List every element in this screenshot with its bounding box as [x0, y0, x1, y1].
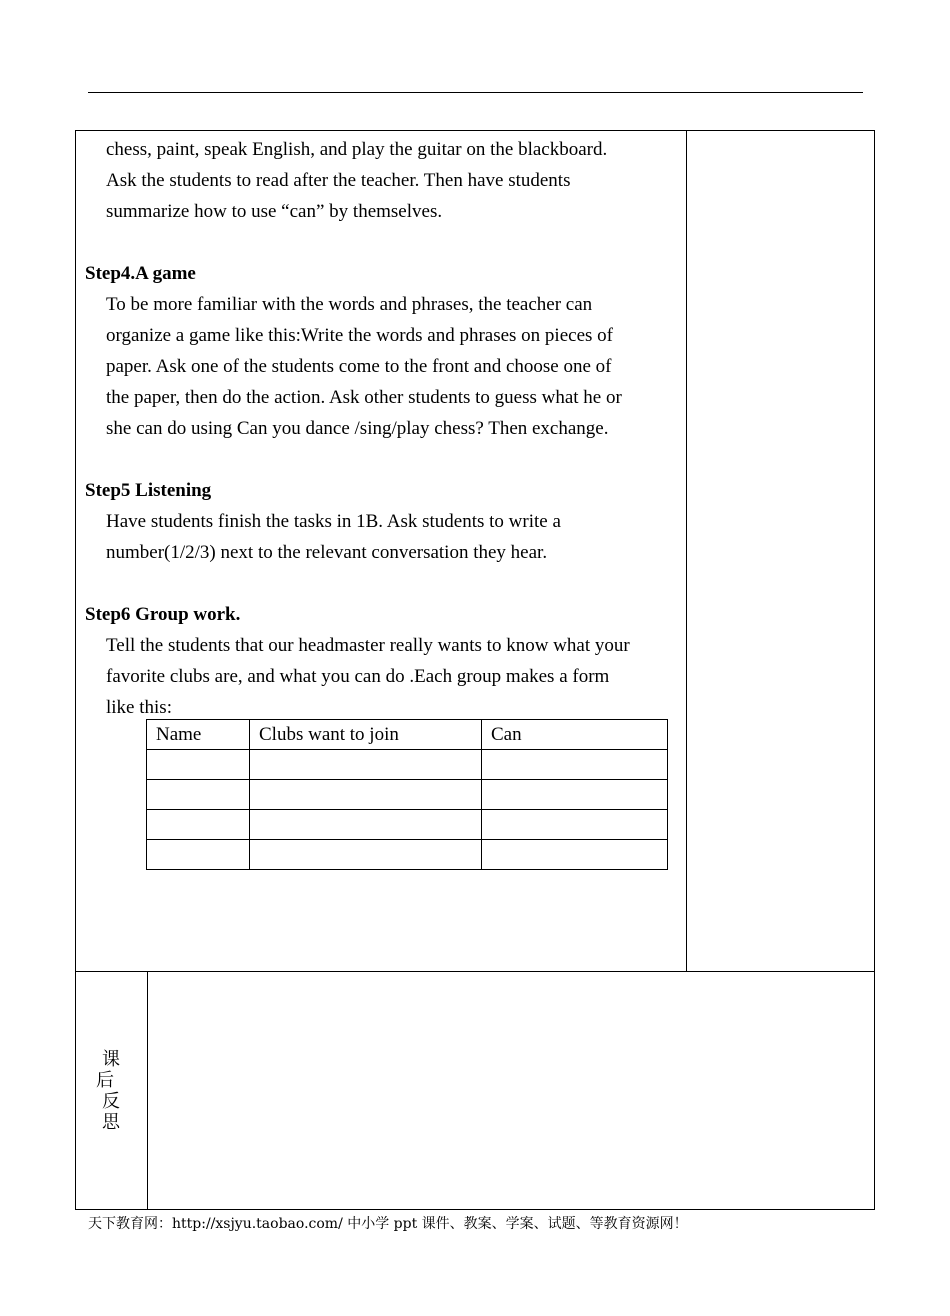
- text-line: To be more familiar with the words and phrases, the teacher can: [106, 294, 593, 315]
- step5-heading: Step5 Listening: [85, 480, 212, 501]
- table-header-row: [147, 720, 668, 750]
- table-row: [147, 810, 668, 840]
- page-footer: 天下教育网：http://xsjyu.taobao.com/ 中小学 ppt 课件、教案、学案、试题、等教育资源网！: [88, 1216, 688, 1232]
- text-line: she can do using Can you dance /sing/play chess? Then exchange.: [106, 418, 609, 439]
- step4-heading: Step4.A game: [85, 263, 196, 284]
- text-line: organize a game like this:Write the words and phrases on pieces of: [106, 325, 613, 346]
- table-cell: [250, 810, 482, 840]
- table-row: [147, 840, 668, 870]
- table-cell: [147, 840, 250, 870]
- reflection-label-char: 后: [96, 1070, 114, 1091]
- table-cell: [482, 780, 668, 810]
- text-line: the paper, then do the action. Ask other students to guess what he or: [106, 387, 622, 408]
- table-row: [147, 750, 668, 780]
- column-header-clubs: Clubs want to join: [250, 720, 482, 750]
- step5-paragraph: [85, 506, 677, 568]
- group-form-table: [146, 719, 668, 870]
- reflection-label-char: 思: [102, 1112, 120, 1133]
- text-line: Have students finish the tasks in 1B. Ask students to write a: [106, 511, 561, 532]
- text-line: chess, paint, speak English, and play the guitar on the blackboard.: [106, 139, 608, 160]
- reflection-divider: [147, 971, 148, 1210]
- table-cell: [147, 810, 250, 840]
- text-line: summarize how to use “can” by themselves.: [106, 201, 443, 222]
- step6-paragraph: [85, 630, 677, 723]
- step4-paragraph: [85, 289, 677, 444]
- column-header-name: Name: [147, 720, 250, 750]
- reflection-label-char: 课: [102, 1049, 120, 1070]
- table-cell: [482, 750, 668, 780]
- intro-paragraph: [85, 134, 677, 227]
- text-line: Ask the students to read after the teacher. Then have students: [106, 170, 571, 191]
- header-rule: [88, 92, 863, 93]
- table-cell: [147, 780, 250, 810]
- text-line: Tell the students that our headmaster really wants to know what your: [106, 635, 630, 656]
- table-cell: [147, 750, 250, 780]
- column-header-can: Can: [482, 720, 668, 750]
- table-cell: [482, 810, 668, 840]
- table-cell: [250, 750, 482, 780]
- step6-heading: Step6 Group work.: [85, 604, 241, 625]
- reflection-label-char: 反: [102, 1091, 120, 1112]
- text-line: number(1/2/3) next to the relevant conversation they hear.: [106, 542, 548, 563]
- lesson-content: [85, 134, 677, 723]
- table-row: [147, 780, 668, 810]
- text-line: favorite clubs are, and what you can do .Each group makes a form: [106, 666, 610, 687]
- notes-column-divider: [686, 130, 687, 972]
- text-line: paper. Ask one of the students come to the front and choose one of: [106, 356, 612, 377]
- reflection-label: [96, 1049, 128, 1133]
- table-cell: [482, 840, 668, 870]
- table-cell: [250, 840, 482, 870]
- text-line: like this:: [106, 697, 172, 718]
- reflection-section: [75, 971, 875, 1210]
- table-cell: [250, 780, 482, 810]
